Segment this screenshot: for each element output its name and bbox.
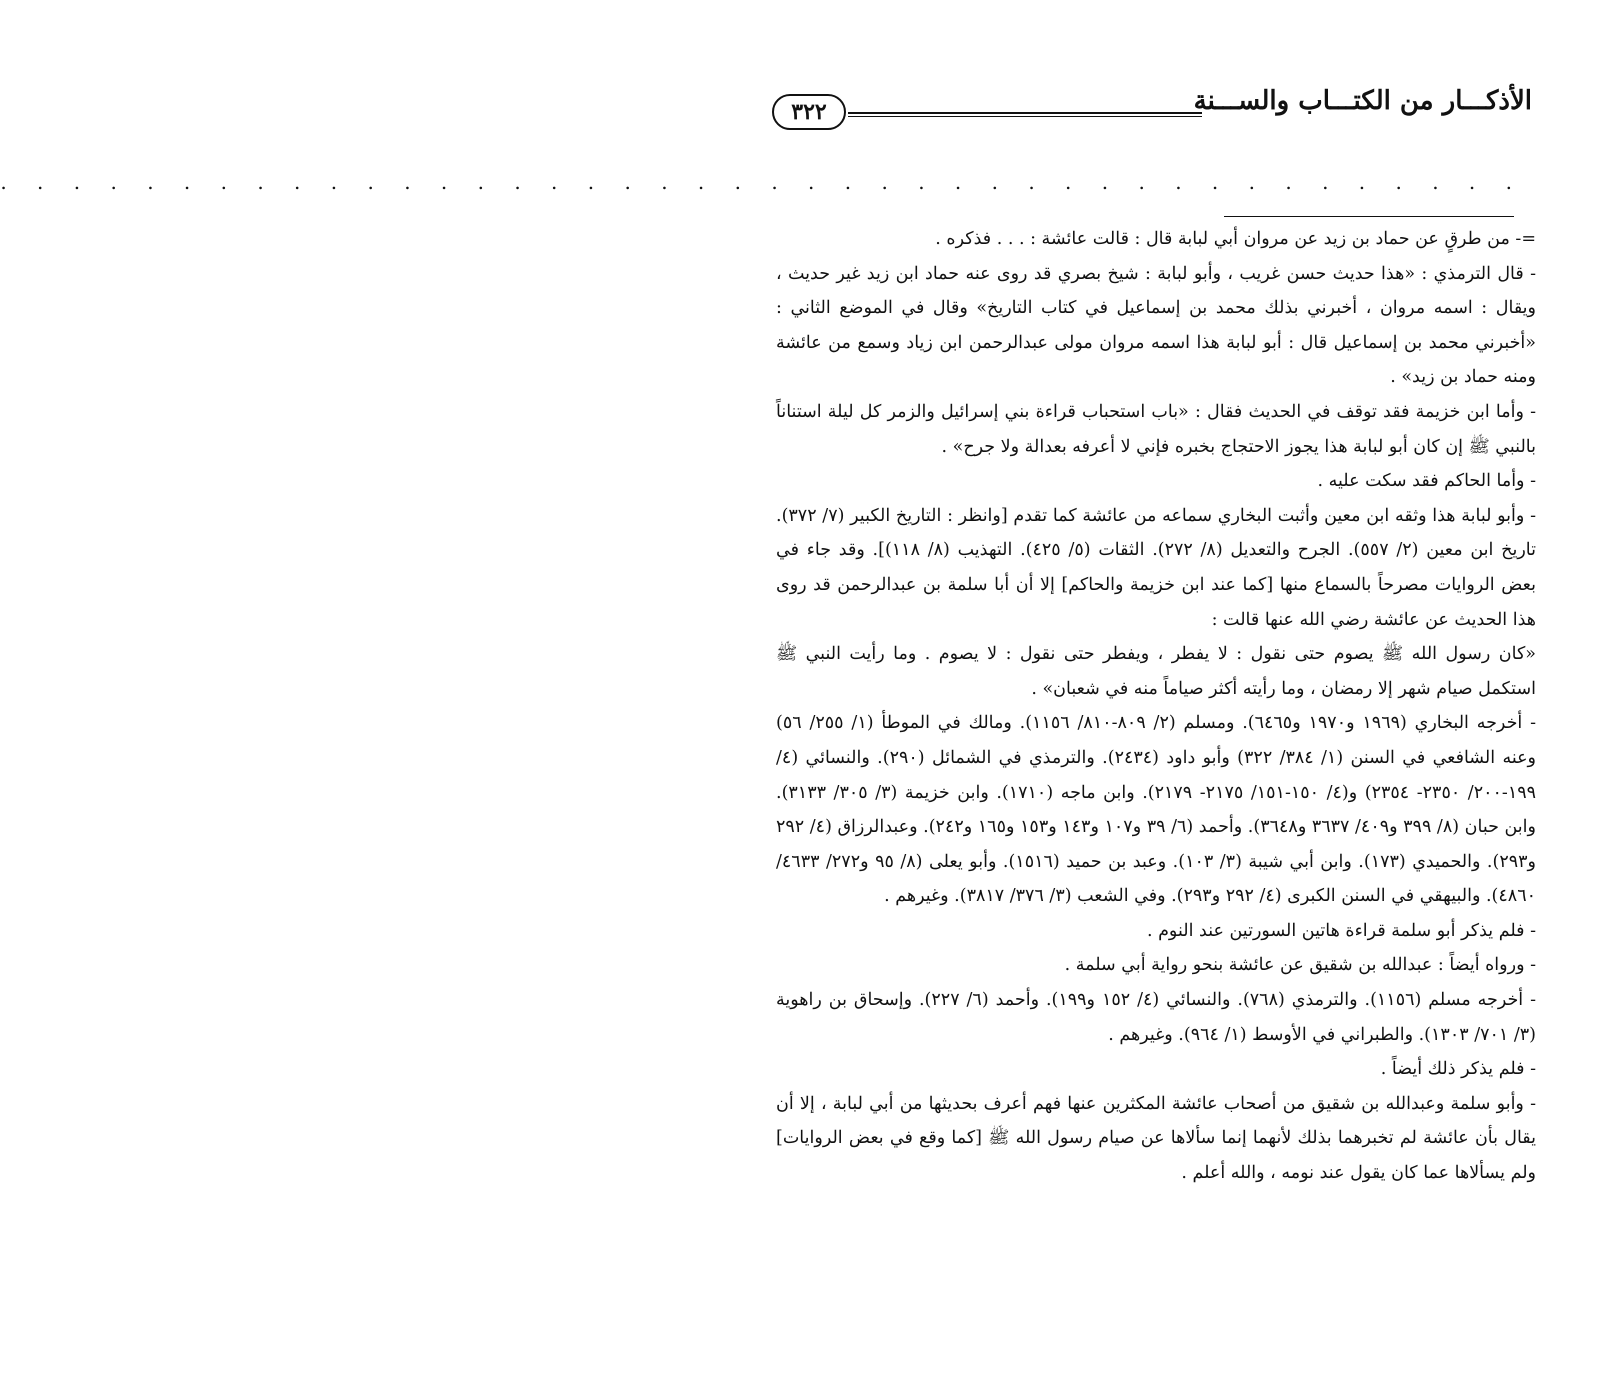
paragraph: - وأبو سلمة وعبدالله بن شقيق من أصحاب عائشة المكثرين عنها فهم أعرف بحديثها من أبي لبابة ، إلا أن يقال بأن عائشة لم تخبرهما بذلك لأنهما إنما سألاها عن صيام رسول الله ﷺ [كما وقع في بعض الروايات] ولم يسألاها عما كان يقول عند نومه ، والله أعلم . bbox=[776, 1093, 1536, 1184]
paragraph: - ورواه أيضاً : عبدالله بن شقيق عن عائشة بنحو رواية أبي سلمة . bbox=[1064, 955, 1536, 976]
paragraph: - وأما الحاكم فقد سكت عليه . bbox=[1317, 471, 1536, 492]
footnote-body bbox=[776, 222, 1536, 1191]
footnote-rule bbox=[1224, 216, 1514, 217]
hadith-quote: «كان رسول الله ﷺ يصوم حتى نقول : لا يفطر ، ويفطر حتى نقول : لا يصوم . وما رأيت النبي ﷺ استكمل صيام شهر إلا رمضان ، وما رأيته أكثر صياماً منه في شعبان» . bbox=[776, 644, 1536, 699]
page-header bbox=[772, 84, 1532, 132]
paragraph: =- من طرقٍ عن حماد بن زيد عن مروان أبي لبابة قال : قالت عائشة : . . . فذكره . bbox=[935, 229, 1536, 249]
paragraph: - أخرجه مسلم (١١٥٦). والترمذي (٧٦٨). والنسائي (٤/ ١٥٢ و١٩٩). وأحمد (٦/ ٢٢٧). وإسحاق بن راهوية (٣/ ٧٠١/ ١٣٠٣). والطبراني في الأوسط (١/ ٩٦٤). وغيرهم . bbox=[776, 990, 1537, 1045]
paragraph: - أخرجه البخاري (١٩٦٩ و١٩٧٠ و٦٤٦٥). ومسلم (٢/ ٨٠٩-٨١٠/ ١١٥٦). ومالك في الموطأ (١/ ٢٥٥/ ٥٦) وعنه الشافعي في السنن (١/ ٣٨٤/ ٣٢٢) وأبو داود (٢٤٣٤). والترمذي في الشمائل (٢٩٠). والنسائي (٤/ ١٩٩-٢٠٠/ ٢٣٥٠- ٢٣٥٤) و(٤/ ١٥٠-١٥١/ ٢١٧٥- ٢١٧٩). وابن ماجه (١٧١٠). وابن خزيمة (٣/ ٣٠٥/ ٣١٣٣). وابن حبان (٨/ ٣٩٩ و٤٠٩/ ٣٦٣٧ و٣٦٤٨). وأحمد (٦/ ٣٩ و١٠٧ و١٤٣ و١٥٣ و١٦٥ و٢٤٢). وعبدالرزاق (٤/ ٢٩٢ و٢٩٣). والحميدي (١٧٣). وابن أبي شيبة (٣/ ١٠٣). وعبد بن حميد (١٥١٦). وأبو يعلى (٨/ ٩٥ و٢٧٢/ ٤٦٣٣/ ٤٨٦٠). والبيهقي في السنن الكبرى (٤/ ٢٩٢ و٢٩٣). وفي الشعب (٣/ ٣٧٦/ ٣٨١٧). وغيرهم . bbox=[776, 713, 1537, 907]
running-title: الأذكـــار من الكتـــاب والســـنة bbox=[1193, 86, 1532, 116]
dotted-separator: . . . . . . . . . . . . . . . . . . . . . . . . . . . . . . . . . . . . . . . . . . bbox=[0, 170, 1524, 194]
paragraph: - وأما ابن خزيمة فقد توقف في الحديث فقال : «باب استحباب قراءة بني إسرائيل والزمر كل ليلة استناناً بالنبي ﷺ إن كان أبو لبابة هذا يجوز الاحتجاج بخبره فإني لا أعرفه بعدالة ولا جرح» . bbox=[776, 401, 1536, 457]
header-rule bbox=[848, 112, 1202, 117]
paragraph: - قال الترمذي : «هذا حديث حسن غريب ، وأبو لبابة : شيخ بصري قد روى عنه حماد ابن زيد غير حديث ، ويقال : اسمه مروان ، أخبرني بذلك محمد بن إسماعيل في كتاب التاريخ» وقال في الموضع الثاني : «أخبرني محمد بن إسماعيل قال : أبو لبابة هذا اسمه مروان مولى عبدالرحمن ابن زياد وسمع من عائشة ومنه حماد بن زيد» . bbox=[776, 263, 1536, 388]
page-number: ٣٢٢ bbox=[772, 94, 846, 130]
paragraph: - فلم يذكر أبو سلمة قراءة هاتين السورتين عند النوم . bbox=[1146, 920, 1536, 941]
paragraph: - فلم يذكر ذلك أيضاً . bbox=[1380, 1059, 1536, 1080]
paragraph: - وأبو لبابة هذا وثقه ابن معين وأثبت البخاري سماعه من عائشة كما تقدم [وانظر : التاريخ الكبير (٧/ ٣٧٢). تاريخ ابن معين (٢/ ٥٥٧). الجرح والتعديل (٨/ ٢٧٢). الثقات (٥/ ٤٢٥). التهذيب (٨/ ١١٨)]. وقد جاء في بعض الروايات مصرحاً بالسماع منها [كما عند ابن خزيمة والحاكم] إلا أن أبا سلمة بن عبدالرحمن قد روى هذا الحديث عن عائشة رضي الله عنها قالت : bbox=[776, 505, 1536, 630]
